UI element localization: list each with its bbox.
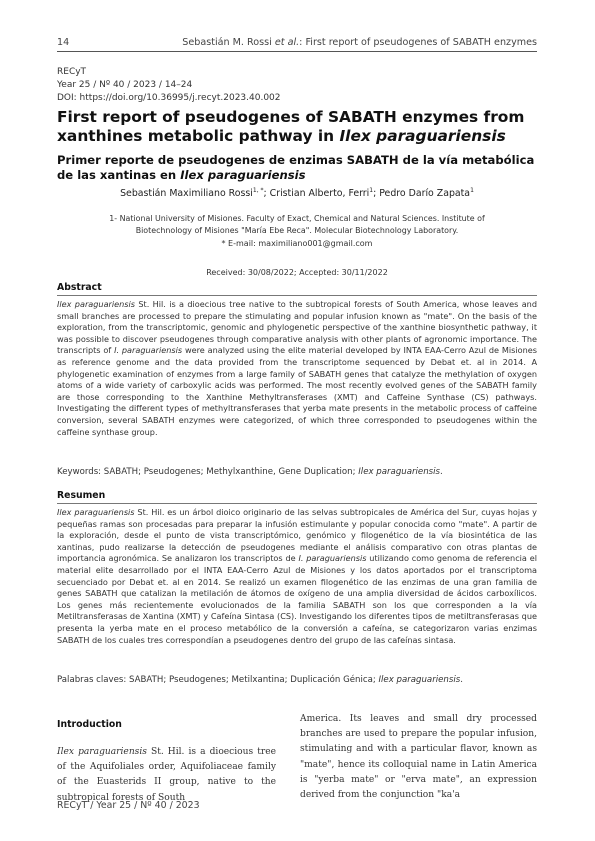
introduction-species: Ilex paraguariensis [57,747,147,757]
abstract-species: Ilex paraguariensis [57,299,136,309]
article-title-text: First report of pseudogenes of SABATH enzymes from xanthines metabolic pathway in [57,108,525,145]
introduction-right-column: America. Its leaves and small dry processed branches are used to prepare the popular infusion, stimulating and with a particular flavor, known as "mate", hence its colloquial name in Latin America is "yerba mate" or "erva mate", an expression derived from the conjunction "ka'a [300,714,537,801]
keywords-species: Ilex paraguariensis [358,467,440,477]
abstract-text-1: St. Hil. is a dioecious tree native to the subtropical forests of South America, whose leaves and small branches are processed to prepare the stimulating and popular infusion known as "mate". On the basis of the exploration, from the transcriptomic, genomic and phylogenetic perspective of the xanthine biosynthetic pathway, it was possible to discover pseudogenes through comparative analysis with other plants of agronomic importance. The transcripts of [57,299,537,356]
palabras-claves-species: Ilex paraguariensis [378,675,461,685]
header-rule [57,51,537,52]
page-footer: RECyT / Year 25 / Nº 40 / 2023 [57,800,200,811]
author-list [57,188,537,199]
author-3-affiliation-mark: 1 [470,186,474,194]
affiliation-line-1: 1- National University of Misiones. Faculty of Exact, Chemical and Natural Sciences. Institute of [109,214,485,223]
resumen-keywords [57,675,463,685]
resumen-text-2: utilizando como genoma de referencia el material elite desarrollado por el INTA EAA-Cerro Azul de Misiones y los datos aportados por el transcriptoma secuenciado por Debat et. al en 2014. Se realizó un examen filogenético de las enzimas de una gran familia de genes SABATH que catalizan la metilación de átomos de oxígeno de una amplia diversidad de ácidos carboxílicos. Los genes más recientemente evolucionados de la familia SABATH son los que corresponden a la vía Metiltransferasas de Xantina (XMT) y Cafeína Sintasa (CS). Investigando los diferentes tipos de metiltransferasas que presenta la yerba mate en el proceso metabólico de la conversión a cafeína, se categorizaron varias enzimas SABATH de los cuales tres correspondían a pseudogenes dentro del grupo de las cafeínas sintasa. [57,553,537,645]
palabras-claves-text: Palabras claves: SABATH; Pseudogenes; Metilxantina; Duplicación Génica; [57,675,379,685]
article-title-spanish-species: Ilex paraguariensis [180,167,306,182]
keywords-end: . [439,467,443,477]
author-2: ; Cristian Alberto, Ferri [263,188,370,199]
resumen-body [57,507,537,646]
palabras-claves-end: . [460,675,463,685]
resumen-heading: Resumen [57,490,106,501]
author-3: ; Pedro Darío Zapata [373,188,471,199]
corresponding-email[interactable]: * E-mail: maximiliano001@gmail.com [221,239,373,248]
resumen-rule [57,503,537,504]
article-title [57,108,557,146]
running-etal: et al. [274,37,300,48]
keywords-text: Keywords: SABATH; Pseudogenes; Methylxanthine, Gene Duplication; [57,467,359,477]
resumen-species-2: I. paraguariensis [298,553,367,564]
author-2-affiliation-mark: 1 [369,186,374,194]
page-number: 14 [57,37,70,48]
running-header [182,37,537,48]
abstract-rule [57,295,537,296]
journal-name: RECyT [57,67,87,77]
resumen-text-1: St. Hil. es un árbol dioico originario de las selvas subtropicales de América del Sur, cuyas hojas y pequeñas ramas son procesadas para preparar la infusión estimulante y popular conocida como "mate". A partir de la exploración, desde el punto de vista transcriptómico, genómico y filogenético de la vía biosintética de las xantinas, pudo realizarse la detección de pseudogenes mediante el análisis comparativo con otras plantas de importancia agronómica. Se analizaron los transcriptos de [57,507,537,564]
author-1: Sebastián Maximiliano Rossi [120,188,253,199]
article-title-spanish-text: Primer reporte de pseudogenes de enzimas SABATH de la vía metabólica de las xantinas en [57,153,535,182]
running-title: : First report of pseudogenes of SABATH enzymes [299,37,537,48]
abstract-species-2: I. paraguariensis [114,345,183,356]
article-title-spanish [57,153,537,182]
affiliation [57,213,537,237]
abstract-body [57,299,537,438]
issue-info: Year 25 / Nº 40 / 2023 / 14–24 [57,80,193,90]
doi-link[interactable]: DOI: https://doi.org/10.36995/j.recyt.2023.40.002 [57,93,281,103]
author-1-affiliation-mark: 1, * [252,186,264,194]
abstract-heading: Abstract [57,282,102,293]
article-title-species: Ilex paraguariensis [339,127,506,145]
running-authors: Sebastián M. Rossi [182,37,272,48]
received-accepted-dates: Received: 30/08/2022; Accepted: 30/11/2022 [206,268,388,277]
abstract-text-2: were analyzed using the elite material developed by INTA EAA-Cerro Azul de Misiones as reference genome and the data provided from the transcriptome sequenced by Debat et. al in 2014. A phylogenetic examination of enzymes from a large family of SABATH genes that catalyze the methylation of oxygen atoms of a wide variety of carboxylic acids was performed. The most recently evolved genes of the SABATH family are those corresponding to the Xanthine Methyltransferases (XMT) and Caffeine Synthase (CS) pathways. Investigating the different types of methyltransferases that yerba mate presents in the metabolic process of caffeine conversion, several SABATH enzymes were categorized, of which three corresponded to pseudogenes within the caffeine synthase group. [57,345,537,437]
introduction-heading: Introduction [57,719,122,730]
resumen-species: Ilex paraguariensis [57,507,135,517]
introduction-left-column [57,745,276,806]
introduction-left-text: St. Hil. is a dioecious tree of the Aquifoliales order, Aquifoliaceae family of the Euasterids II group, native to the subtropical forests of South [57,747,277,803]
abstract-keywords [57,467,443,477]
affiliation-line-2: Biotechnology of Misiones "María Ebe Reca". Molecular Biotechnology Laboratory. [135,226,459,235]
